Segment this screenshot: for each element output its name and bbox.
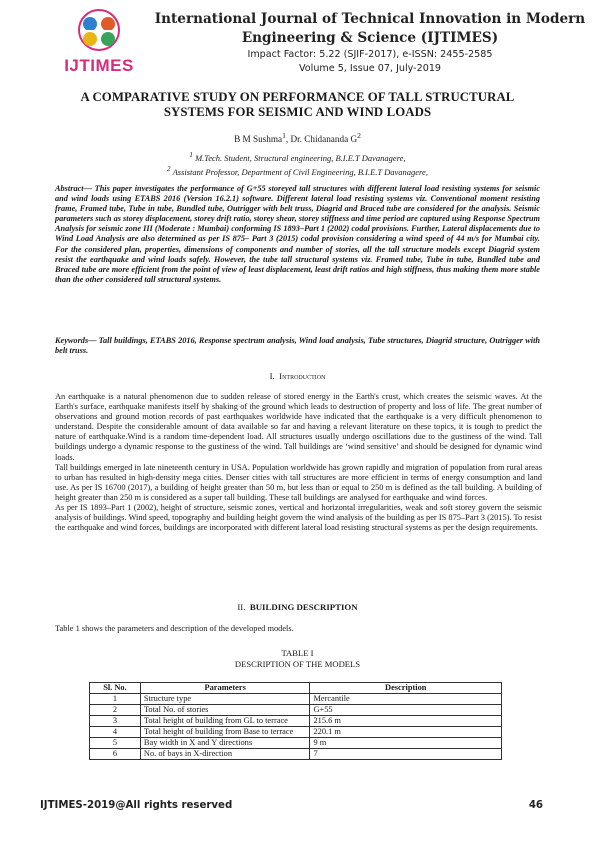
section-heading-introduction bbox=[40, 371, 555, 381]
abstract: Abstract— This paper investigates the performance of G+55 storeyed tall structures with different lateral load resisting systems for seismic and wind loads using ETABS 2016 (Version 16.2.1) software. Different lateral load resisting systems viz. Conventional moment resisting frame, Framed tube, Tube in tube, Bundled tube, Outrigger with belt truss, Diagrid and Braced tube are considered for the analysis. Seismic parameters such as storey displacement, storey drift ratio, storey shear, storey stiffness and time period are captured using Response Spectrum Analysis for seismic zone III (Moderate : Mumbai) conforming IS 1893–Part 1 (2002) codal provisions. Further, Lateral displacements due to Wind Load Analysis are also determined as per IS 875– Part 3 (2015) codal provision considering a wind speed of 44 m/s for Mumbai city. For the considered plan, properties, dimensions of components and number of stories, all the tall structure models except Diagrid system resist the earthquake and wind loads safely. However, the tube tall structural systems viz. Framed tube, Tube in tube, Bundled tube and Braced tube are more efficient from the point of view of least displacement, least drift ratios and high stiffness, thus making them more stable than the other considered tall structural systems. bbox=[55, 184, 540, 284]
cell-sl-no: 2 bbox=[90, 705, 141, 716]
keywords: Keywords— Tall buildings, ETABS 2016, Response spectrum analysis, Wind load analysis, Tube structures, Diagrid structure, Outrigger with belt truss. bbox=[55, 336, 540, 356]
author-1: B M Sushma bbox=[234, 134, 283, 145]
cell-parameter: Structure type bbox=[140, 694, 310, 705]
table-header-row bbox=[90, 683, 502, 694]
cell-parameter: Total height of building from GL to terrace bbox=[140, 716, 310, 727]
cell-parameter: Bay width in X and Y directions bbox=[140, 738, 310, 749]
cell-sl-no: 3 bbox=[90, 716, 141, 727]
table-row bbox=[90, 694, 502, 705]
cell-sl-no: 1 bbox=[90, 694, 141, 705]
author-list bbox=[40, 131, 555, 144]
cell-description: 220.1 m bbox=[310, 727, 502, 738]
paragraph: Tall buildings emerged in late nineteenth century in USA. Population worldwide has grown rapidly and migration of population from rural areas to urban has resulted in high-density mega cities. Denser cities with tall structures are more efficient in terms of energy consumption and land use. As per IS 16700 (2017), a building of height greater than 50 m, but less than or equal to 250 m is defined as the tall building. A building of height greater than 250 m is considered as a super tall building. These tall buildings are analysed for earthquake and wind forces. bbox=[55, 462, 542, 502]
table-title: DESCRIPTION OF THE MODELS bbox=[234, 659, 361, 669]
header-sl-no: Sl. No. bbox=[90, 683, 141, 694]
table-row bbox=[90, 749, 502, 760]
introduction-body bbox=[55, 392, 542, 533]
section-number: I. bbox=[269, 371, 275, 381]
header-description: Description bbox=[310, 683, 502, 694]
section-title: BUILDING DESCRIPTION bbox=[249, 602, 358, 612]
cell-parameter: No. of bays in X-direction bbox=[140, 749, 310, 760]
section-title: Introduction bbox=[279, 371, 326, 381]
cell-description: 9 m bbox=[310, 738, 502, 749]
table-row bbox=[90, 727, 502, 738]
table-row bbox=[90, 705, 502, 716]
cell-description: 7 bbox=[310, 749, 502, 760]
impact-factor: Impact Factor: 5.22 (SJIF-2017), e-ISSN: 2455-2585 bbox=[247, 49, 493, 60]
aff2-text: Assistant Professor, Department of Civil Engineering, B.I.E.T Davanagere, bbox=[170, 166, 428, 177]
affiliation-2 bbox=[40, 164, 555, 178]
table-caption bbox=[40, 648, 555, 670]
title-line1: A COMPARATIVE STUDY ON PERFORMANCE OF TALL STRUCTURAL bbox=[80, 90, 515, 104]
title-line2: SYSTEMS FOR SEISMIC AND WIND LOADS bbox=[163, 105, 432, 119]
footer-copyright: IJTIMES-2019@All rights reserved bbox=[40, 800, 233, 811]
table-row bbox=[90, 738, 502, 749]
volume-issue: Volume 5, Issue 07, July-2019 bbox=[298, 63, 442, 74]
models-description-table bbox=[89, 682, 502, 760]
cell-description: 215.6 m bbox=[310, 716, 502, 727]
cell-description: Mercantile bbox=[310, 694, 502, 705]
author-1-sup: 1 bbox=[282, 131, 286, 140]
table-number: TABLE I bbox=[281, 648, 314, 658]
paper-title bbox=[40, 90, 555, 120]
header-parameters: Parameters bbox=[140, 683, 310, 694]
aff1-text: M.Tech. Student, Structural engineering, B.I.E.T Davanagere, bbox=[192, 152, 406, 163]
cell-sl-no: 4 bbox=[90, 727, 141, 738]
section2-intro: Table 1 shows the parameters and description of the developed models. bbox=[55, 624, 294, 633]
paragraph: As per IS 1893–Part 1 (2002), height of structure, seismic zones, vertical and horizontal irregularities, weak and soft storey govern the seismic analysis of buildings. Wind speed, topography and building height govern the wind analysis of the building as per IS 875–Part 3 (2015). To resist the earthquake and wind forces, buildings are incorporated with different lateral load resisting structural systems as per the design requirements. bbox=[55, 503, 542, 533]
aff1-sup: 1 bbox=[189, 151, 193, 159]
logo-wordmark: IJTIMES bbox=[64, 56, 134, 75]
journal-header bbox=[150, 10, 590, 76]
cell-parameter: Total height of building from Base to terrace bbox=[140, 727, 310, 738]
cell-parameter: Total No. of stories bbox=[140, 705, 310, 716]
section-heading-building-description bbox=[40, 602, 555, 612]
cell-description: G+55 bbox=[310, 705, 502, 716]
aff2-sup: 2 bbox=[167, 164, 171, 173]
journal-name-line1: International Journal of Technical Innovation in Modern bbox=[154, 11, 586, 27]
author-2: , Dr. Chidananda G bbox=[285, 134, 358, 145]
page-number: 46 bbox=[528, 800, 543, 811]
section-number: II. bbox=[237, 602, 246, 612]
journal-name-line2: Engineering & Science (IJTIMES) bbox=[241, 30, 499, 46]
cell-sl-no: 5 bbox=[90, 738, 141, 749]
cell-sl-no: 6 bbox=[90, 749, 141, 760]
table-row bbox=[90, 716, 502, 727]
paragraph: An earthquake is a natural phenomenon due to sudden release of stored energy in the Earth's crust, which creates the seismic waves. At the Earth's surface, earthquake manifests itself by shaking of the ground which leads to destruction of property and loss of life. The great number of observations and ground motion records of past earthquakes worldwide have indicated that the earthquake is a very difficult phenomenon to understand. Despite the considerable amount of data available so far and having a relevant literature on these topics, it is tough to predict the nature of earthquake.Wind is a random time-dependent load. All structures usually undergo oscillations due to the gustiness of the wind. Tall buildings undergo a dynamic response to the gustiness of the wind. Tall buildings are ‘wind sensitive’ and should be designed for dynamic wind loads. bbox=[55, 392, 542, 462]
affiliation-1 bbox=[40, 150, 555, 164]
author-2-sup: 2 bbox=[357, 131, 361, 140]
affiliations bbox=[40, 150, 555, 178]
